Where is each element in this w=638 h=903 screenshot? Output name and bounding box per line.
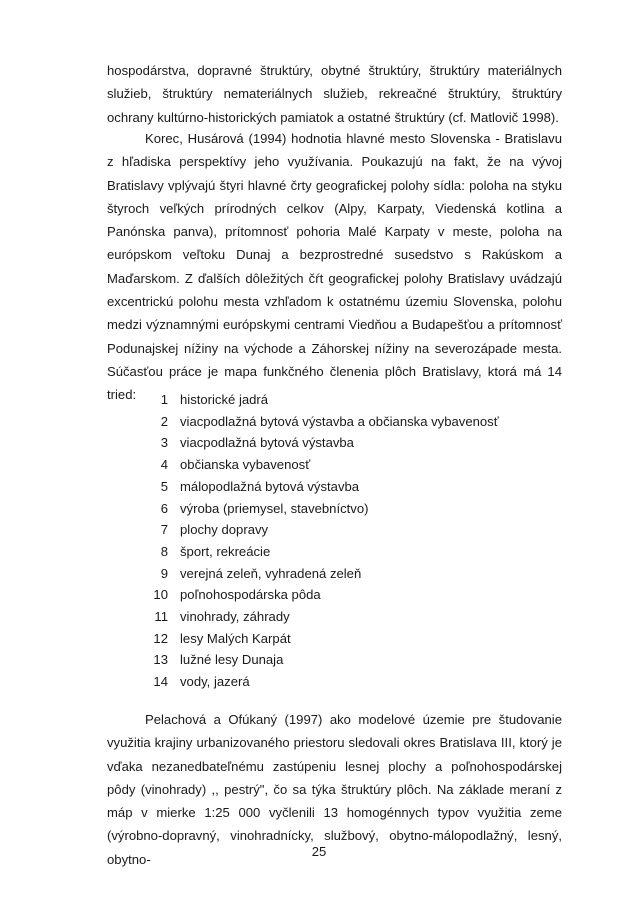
list-item-label: málopodlažná bytová výstavba	[180, 478, 360, 494]
list-item	[138, 476, 499, 498]
list-item-label: viacpodlažná bytová výstavba	[180, 435, 354, 451]
paragraph-text: hospodárstva, dopravné štruktúry, obytné štruktúry, štruktúry materiálnych služieb, štruktúry nemateriálnych služieb, rekreačné štruktúry, štruktúry ochrany kultúrno-historických pamiatok a ostatné štruktúry (cf. Matlovič 1998).	[107, 63, 562, 125]
page-number: 25	[311, 844, 327, 859]
paragraph-text: Korec, Husárová (1994) hodnotia hlavné mesto Slovenska - Bratislavu z hľadiska perspektívy jeho využívania. Poukazujú na fakt, že na vývoj Bratislavy vplývajú štyri hlavné črty geografickej polohy sídla: poloha na styku štyroch veľkých prírodných celkov (Alpy, Karpaty, Viedenská kotlina a Panónska panva), prítomnosť pohoria Malé Karpaty v meste, poloha na európskom veľtoku Dunaj a bezprostredné susedstvo s Rakúskom a Maďarskom. Z ďalších dôležitých čŕt geografickej polohy Bratislavy uvádzajú excentrickú polohu mesta vzhľadom k ostatnému územiu Slovenska, polohu medzi významnými európskymi centrami Viedňou a Budapešťou a prítomnosť Podunajskej nížiny na východe a Záhorskej nížiny na severozápade mesta. Súčasťou práce je mapa funkčného členenia plôch Bratislavy, ktorá má 14 tried:	[107, 131, 562, 403]
list-item	[138, 432, 499, 454]
list-item-label: vody, jazerá	[180, 674, 250, 690]
list-item-label: poľnohospodárska pôda	[180, 587, 321, 603]
list-item	[138, 649, 499, 671]
list-item	[138, 389, 499, 411]
list-item-number: 14	[153, 674, 168, 690]
list-item-label: viacpodlažná bytová výstavba a občianska vybavenosť	[180, 413, 499, 429]
list-item-label: výroba (priemysel, stavebníctvo)	[180, 500, 369, 516]
list-item	[138, 671, 499, 693]
paragraph-continuation	[107, 59, 562, 129]
list-item-number: 11	[154, 609, 168, 625]
list-item-label: verejná zeleň, vyhradená zeleň	[180, 565, 362, 581]
list-item-label: občianska vybavenosť	[180, 457, 311, 473]
list-item-number: 3	[160, 435, 168, 451]
list-item-label: plochy dopravy	[180, 522, 269, 538]
list-item-label: lesy Malých Karpát	[180, 630, 291, 646]
list-item	[138, 606, 499, 628]
list-item-number: 2	[160, 413, 168, 429]
list-item-number: 9	[160, 565, 168, 581]
list-item	[138, 411, 499, 433]
list-item-number: 4	[160, 457, 168, 473]
list-item-label: vinohrady, záhrady	[180, 609, 290, 625]
list-item	[138, 498, 499, 520]
list-item-label: šport, rekreácie	[180, 543, 271, 559]
paragraph-korec	[107, 127, 562, 407]
list-item-number: 6	[160, 500, 168, 516]
paragraph-text: Pelachová a Ofúkaný (1997) ako modelové územie pre študovanie využitia krajiny urbanizovaného priestoru sledovali okres Bratislava III, ktorý je vďaka nezanedbateľnému zastúpeniu lesnej plochy a poľnohospodárskej pôdy (vinohrady) ,, pestrý", čo sa týka štruktúry plôch. Na základe meraní z máp v mierke 1:25 000 vyčlenili 13 homogénnych typov využitia zeme (výrobno-dopravný, vinohradnícky, službový, obytno-málopodlažný, lesný, obytno-	[107, 712, 562, 867]
list-item	[138, 563, 499, 585]
list-item-number: 5	[160, 478, 168, 494]
list-item-number: 1	[160, 392, 168, 407]
list-item	[138, 454, 499, 476]
list-item-number: 13	[153, 652, 168, 668]
list-item-number: 7	[160, 522, 168, 538]
list-item	[138, 584, 499, 606]
list-item-number: 12	[153, 630, 168, 646]
list-item	[138, 519, 499, 541]
list-item-label: lužné lesy Dunaja	[180, 652, 284, 668]
list-item	[138, 628, 499, 650]
list-item	[138, 541, 499, 563]
list-item-number: 8	[160, 543, 168, 559]
list-item-number: 10	[153, 587, 168, 603]
land-use-class-list	[138, 389, 499, 693]
list-item-label: historické jadrá	[180, 392, 269, 407]
